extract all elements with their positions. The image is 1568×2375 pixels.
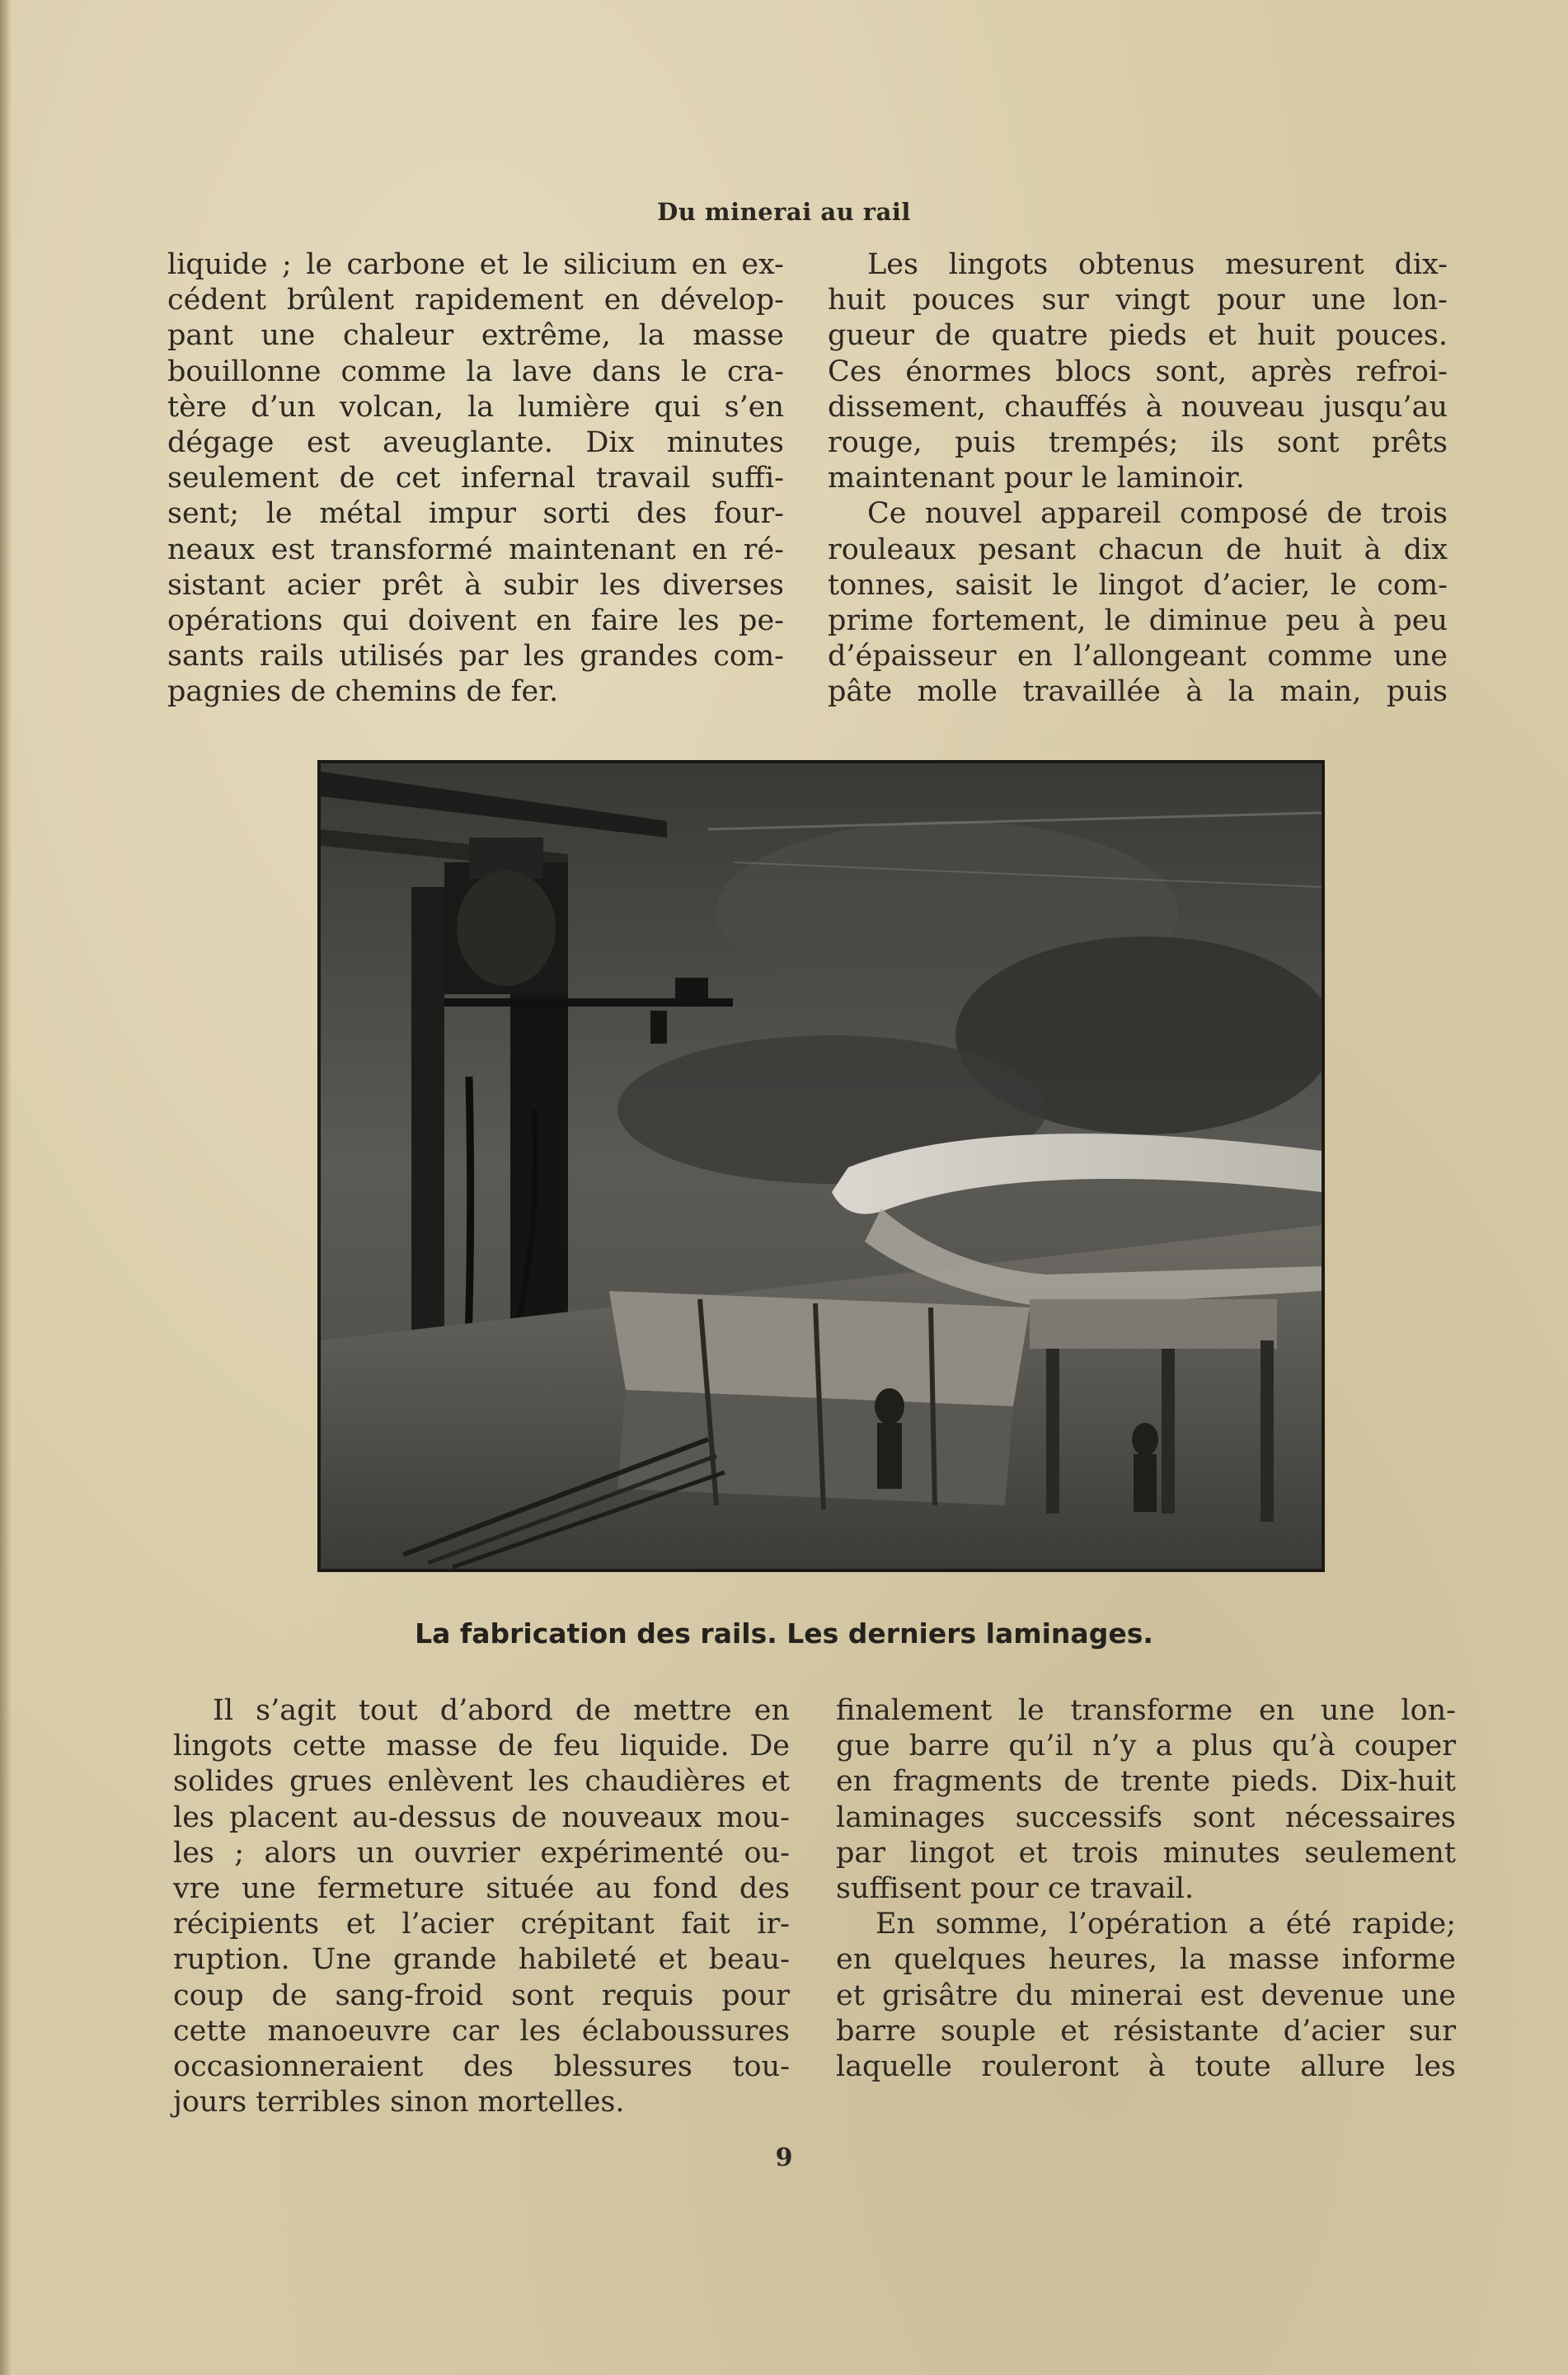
- text-line: coup de sang-froid sont requis pour: [173, 1978, 790, 2012]
- text-line: ruption. Une grande habileté et beau-: [173, 1943, 790, 1977]
- text-line: cédent brûlent rapidement en dévelop-: [167, 284, 784, 317]
- text-line: rouleaux pesant chacun de huit à dix: [828, 533, 1448, 566]
- text-line: Ces énormes blocs sont, après refroi-: [828, 354, 1448, 388]
- text-line: solides grues enlèvent les chaudières et: [173, 1765, 790, 1799]
- text-line: rouge, puis trempés; ils sont prêts: [828, 425, 1448, 459]
- text-line: liquide ; le carbone et le silicium en ex-: [167, 248, 784, 281]
- text-line: dégage est aveuglante. Dix minutes: [167, 425, 784, 459]
- text-line: En somme, l’opération a été rapide;: [876, 1908, 1456, 1941]
- page-edge: [0, 0, 12, 2375]
- text-line: cette manoeuvre car les éclaboussures: [173, 2014, 790, 2048]
- text-line: dissement, chauffés à nouveau jusqu’au: [828, 390, 1448, 424]
- text-line: Les lingots obtenus mesurent dix-: [867, 248, 1448, 281]
- text-line: récipients et l’acier crépitant fait ir-: [173, 1908, 790, 1941]
- running-head: Du minerai au rail: [657, 198, 911, 226]
- text-line: laquelle rouleront à toute allure les: [836, 2049, 1456, 2083]
- text-line: pant une chaleur extrême, la masse: [167, 319, 784, 353]
- text-line: d’épaisseur en l’allongeant comme une: [828, 640, 1448, 674]
- text-line: sistant acier prêt à subir les diverses: [167, 568, 784, 602]
- text-line: gue barre qu’il n’y a plus qu’à couper: [836, 1730, 1456, 1763]
- text-column-bottom-left: [173, 1693, 790, 2120]
- text-line: tonnes, saisit le lingot d’acier, le com-: [828, 568, 1448, 602]
- text-line: bouillonne comme la lave dans le cra-: [167, 354, 784, 388]
- text-line: opérations qui doivent en faire les pe-: [167, 603, 784, 637]
- text-line: pâte molle travaillée à la main, puis: [828, 675, 1448, 709]
- text-line: suffisent pour ce travail.: [836, 1871, 1195, 1905]
- text-line: pagnies de chemins de fer.: [167, 675, 559, 709]
- text-line: tère d’un volcan, la lumière qui s’en: [167, 390, 784, 424]
- text-line: lingots cette masse de feu liquide. De: [173, 1730, 790, 1763]
- text-line: les ; alors un ouvrier expérimenté ou-: [173, 1836, 790, 1870]
- text-line: et grisâtre du minerai est devenue une: [836, 1978, 1456, 2012]
- text-column-top-left: [167, 247, 784, 710]
- text-line: seulement de cet infernal travail suffi-: [167, 462, 784, 495]
- text-line: finalement le transforme en une lon-: [836, 1694, 1456, 1727]
- text-line: laminages successifs sont nécessaires: [836, 1800, 1456, 1834]
- text-line: Ce nouvel appareil composé de trois: [867, 497, 1448, 531]
- text-column-top-right: [828, 247, 1448, 710]
- page-number: 9: [775, 2143, 793, 2172]
- text-line: jours terribles sinon mortelles.: [173, 2086, 625, 2119]
- text-line: vre une fermeture située au fond des: [173, 1871, 790, 1905]
- text-line: Il s’agit tout d’abord de mettre en: [213, 1694, 790, 1727]
- text-line: occasionneraient des blessures tou-: [173, 2049, 790, 2083]
- text-line: barre souple et résistante d’acier sur: [836, 2014, 1456, 2048]
- figure-caption: La fabrication des rails. Les derniers laminages.: [415, 1617, 1153, 1650]
- text-line: huit pouces sur vingt pour une lon-: [828, 284, 1448, 317]
- text-line: gueur de quatre pieds et huit pouces.: [828, 319, 1448, 353]
- text-line: maintenant pour le laminoir.: [828, 462, 1245, 495]
- text-line: prime fortement, le diminue peu à peu: [828, 603, 1448, 637]
- text-column-bottom-right: [836, 1693, 1456, 2085]
- text-line: en quelques heures, la masse informe: [836, 1943, 1456, 1977]
- text-line: neaux est transformé maintenant en ré-: [167, 533, 784, 566]
- text-line: sent; le métal impur sorti des four-: [167, 497, 784, 531]
- rolling-mill-photograph: [317, 760, 1325, 1572]
- text-line: sants rails utilisés par les grandes com-: [167, 640, 784, 674]
- text-line: les placent au-dessus de nouveaux mou-: [173, 1800, 790, 1834]
- text-line: par lingot et trois minutes seulement: [836, 1836, 1456, 1870]
- text-line: en fragments de trente pieds. Dix-huit: [836, 1765, 1456, 1799]
